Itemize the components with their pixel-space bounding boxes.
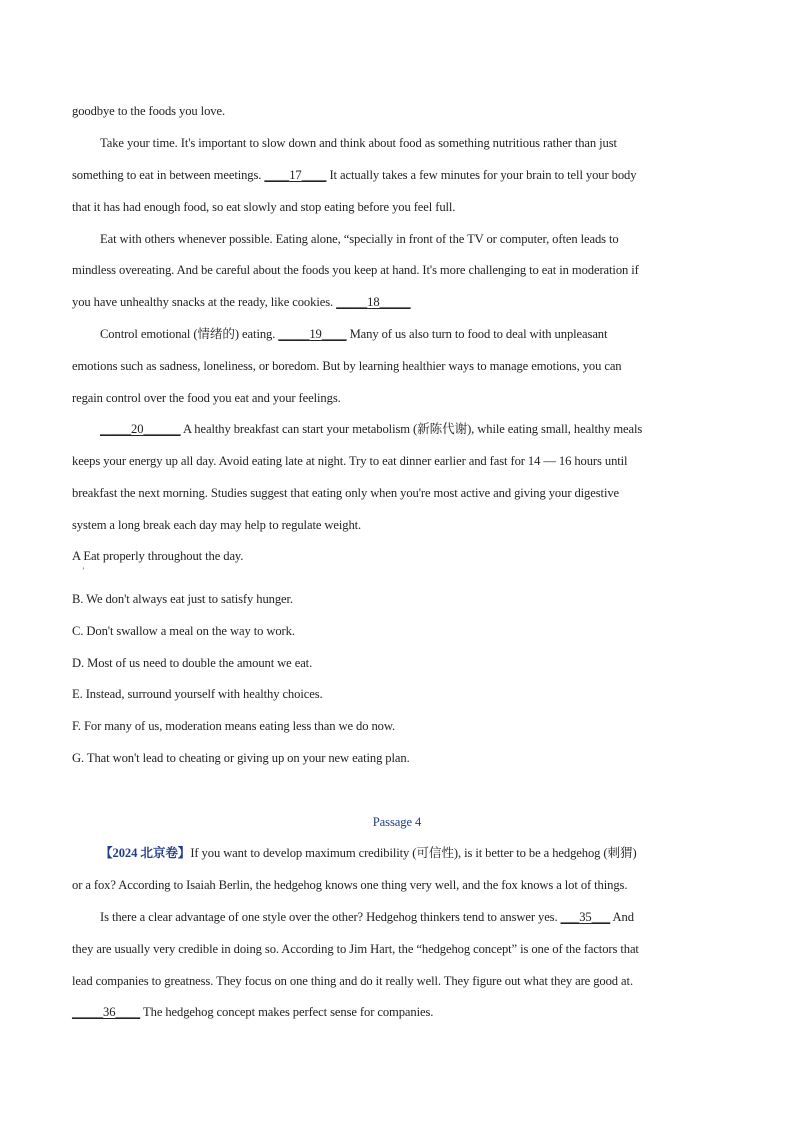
passage-4-p2-line-2: they are usually very credible in doing so. According to Jim Hart, the “hedgehog concept” is one of the factors that: [72, 942, 639, 956]
stray-mark: ’: [82, 566, 85, 575]
breakfast-line-1: [100, 421, 722, 437]
passage-4-p1-line-2: or a fox? According to Isaiah Berlin, the hedgehog knows one thing very well, and the fox knows a lot of things.: [72, 878, 628, 892]
option-g: G. That won't lead to cheating or giving up on your new eating plan.: [72, 751, 410, 765]
breakfast-line-4: system a long break each day may help to regulate weight.: [72, 518, 362, 532]
eat-others-line-2: mindless overeating. And be careful about the foods you keep at hand. It's more challenging to eat in moderation if: [72, 263, 639, 277]
blank-35[interactable]: ___35___: [560, 910, 611, 924]
option-d: D. Most of us need to double the amount we eat.: [72, 656, 313, 670]
breakfast-line-3: breakfast the next morning. Studies suggest that eating only when you're most active and giving your digestive: [72, 486, 620, 500]
option-e: E. Instead, surround yourself with healthy choices.: [72, 687, 323, 701]
emotional-line-3: regain control over the food you eat and your feelings.: [72, 391, 341, 405]
option-b: B. We don't always eat just to satisfy hunger.: [72, 592, 293, 606]
passage-4-title: Passage 4: [372, 815, 422, 829]
blank-17[interactable]: ____17____: [264, 168, 327, 182]
eat-others-text: you have unhealthy snacks at the ready, like cookies.: [72, 295, 337, 309]
exam-source-tag: 【2024 北京卷】: [100, 846, 191, 860]
take-time-line-2: [72, 167, 722, 183]
passage-4-p2-text-c: The hedgehog concept makes perfect sense for companies.: [140, 1005, 434, 1019]
passage-4-p1-text: If you want to develop maximum credibility (可信性), is it better to be a hedgehog (刺猬): [190, 846, 637, 860]
eat-others-line-1: Eat with others whenever possible. Eating alone, “specially in front of the TV or computer, often leads to: [100, 232, 619, 246]
breakfast-text: A healthy breakfast can start your metabolism (新陈代谢), while eating small, healthy meals: [180, 422, 643, 436]
passage-4-p2-line-3: lead companies to greatness. They focus on one thing and do it really well. They figure out what they are good at.: [72, 974, 633, 988]
emotional-line-1: [100, 326, 722, 342]
take-time-text-b: It actually takes a few minutes for your brain to tell your body: [326, 168, 637, 182]
take-time-line-3: that it has had enough food, so eat slowly and stop eating before you feel full.: [72, 200, 456, 214]
blank-18[interactable]: _____18_____: [336, 295, 411, 309]
option-f: F. For many of us, moderation means eating less than we do now.: [72, 719, 396, 733]
breakfast-line-2: keeps your energy up all day. Avoid eating late at night. Try to eat dinner earlier and fast for 14 — 16 hours until: [72, 454, 628, 468]
emotional-line-2: emotions such as sadness, loneliness, or boredom. But by learning healthier ways to manage emotions, you can: [72, 359, 622, 373]
blank-36[interactable]: _____36____: [72, 1005, 141, 1019]
blank-19[interactable]: _____19____: [278, 327, 347, 341]
eat-others-line-3: [72, 294, 722, 310]
take-time-line-1: Take your time. It's important to slow down and think about food as something nutritious rather than just: [100, 136, 617, 150]
option-c: C. Don't swallow a meal on the way to work.: [72, 624, 295, 638]
intro-paragraph-end: goodbye to the foods you love.: [72, 104, 226, 118]
take-time-text-a: something to eat in between meetings.: [72, 168, 265, 182]
passage-4-p2-text-a: Is there a clear advantage of one style over the other? Hedgehog thinkers tend to answer yes.: [100, 910, 561, 924]
passage-4-p2-line-1: [100, 909, 722, 925]
passage-4-p2-text-b: And: [610, 910, 634, 924]
option-a: A Eat properly throughout the day.: [72, 549, 244, 563]
passage-4-p2-line-4: [72, 1004, 722, 1020]
blank-20[interactable]: _____20______: [100, 422, 181, 436]
emotional-text-b: Many of us also turn to food to deal with unpleasant: [346, 327, 608, 341]
emotional-text-a: Control emotional (情绪的) eating.: [100, 327, 279, 341]
passage-4-p1-line-1: [100, 845, 722, 861]
